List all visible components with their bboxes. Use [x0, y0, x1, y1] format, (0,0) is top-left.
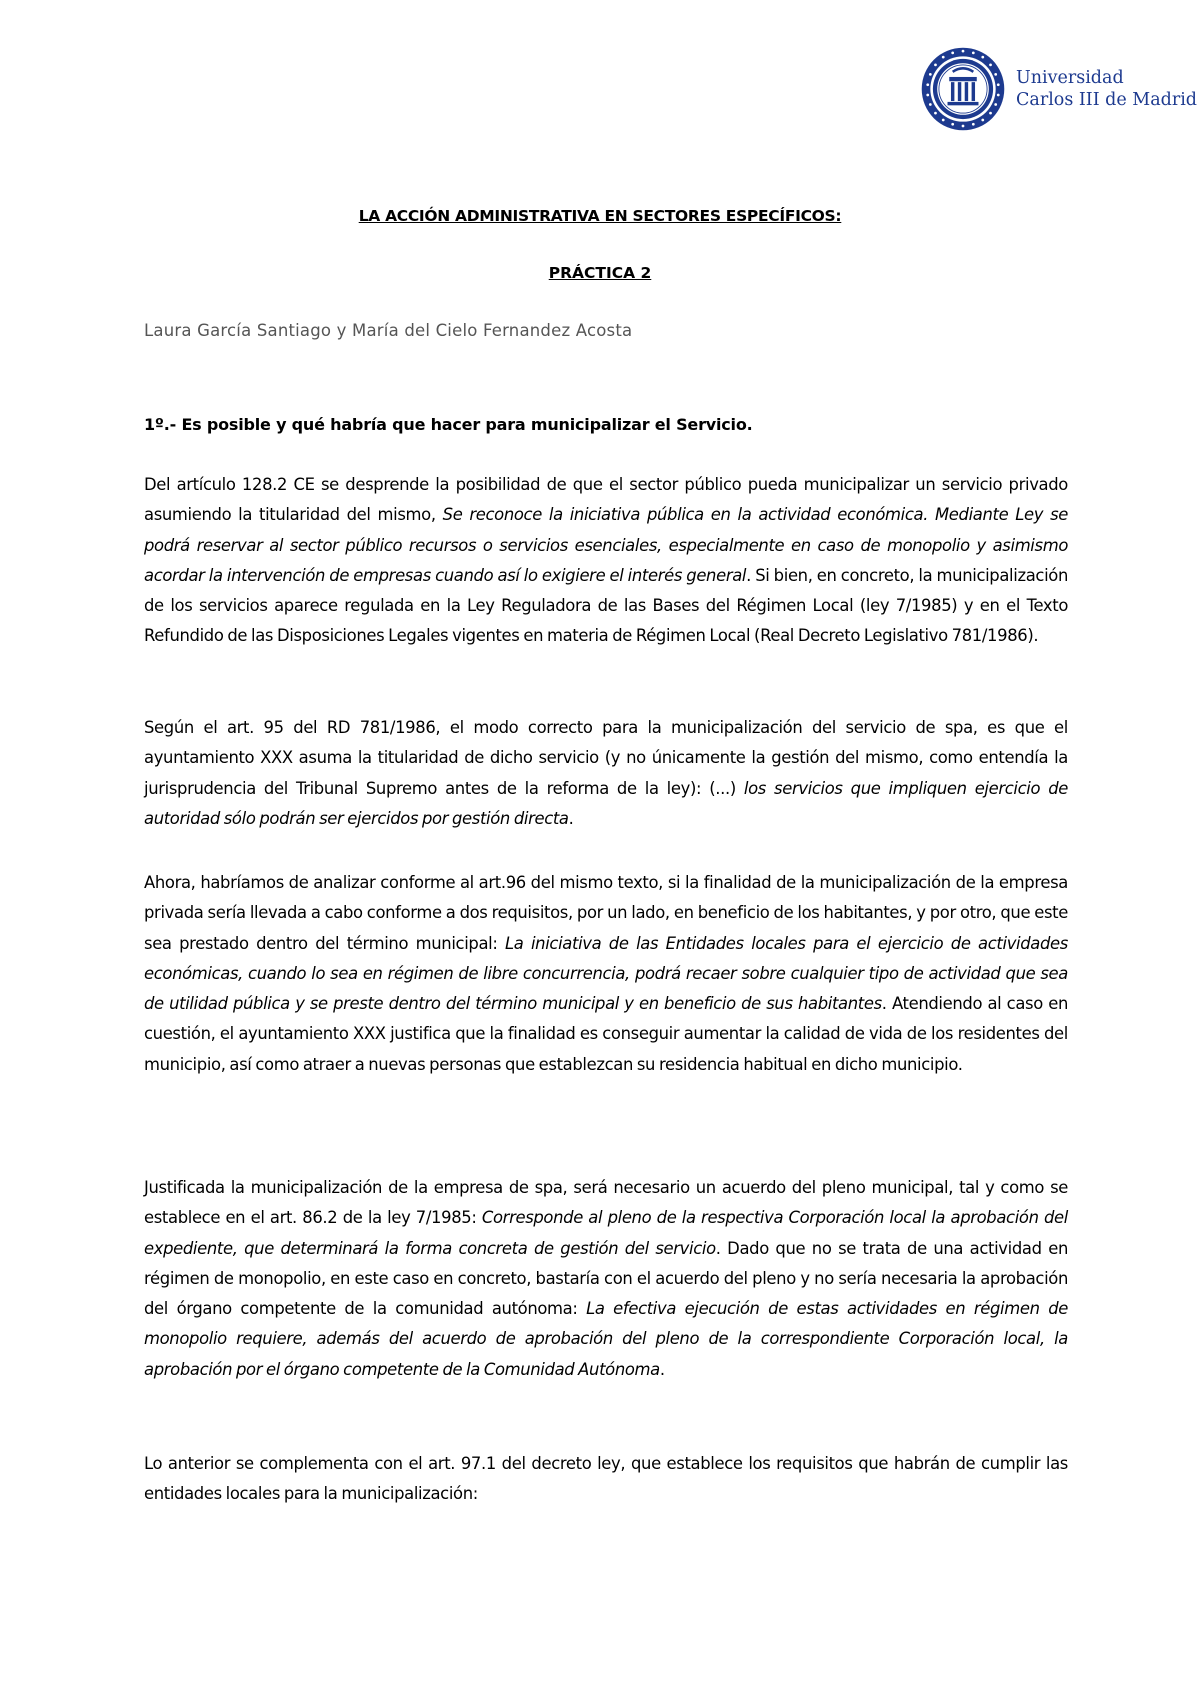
- document-subtitle: PRÁCTICA 2: [548, 264, 652, 282]
- document-authors: Laura García Santiago y María del Cielo Fernandez Acosta: [144, 321, 633, 340]
- paragraph-4-text-end: .: [659, 1359, 665, 1379]
- paragraph-3: [144, 868, 1068, 1080]
- paragraph-1-text-end: . Si bien, en concreto, la municipalización de los servicios aparece regulada en la Ley Reguladora de las Bases del Régimen Local (ley 7/1985) y en el Texto Refundido de las Disposiciones Legales vigentes en materia de Régimen Local (Real Decreto Legislativo 781/1986).: [144, 565, 1068, 646]
- document-title: LA ACCIÓN ADMINISTRATIVA EN SECTORES ESPECÍFICOS:: [358, 207, 842, 225]
- paragraph-2-quote: los servicios que impliquen ejercicio de autoridad sólo podrán ser ejercidos por gestión directa: [144, 778, 1068, 828]
- paragraph-4: [144, 1173, 1068, 1385]
- paragraph-4-quote-2: La efectiva ejecución de estas actividades en régimen de monopolio requiere, además del acuerdo de aprobación del pleno de la correspondiente Corporación local, la aprobación por el órgano competente de la Comunidad Autónoma: [144, 1299, 1068, 1379]
- paragraph-1-text: Del artículo 128.2 CE se desprende la posibilidad de que el sector público pueda municipalizar un servicio privado asumiendo la titularidad del mismo,: [144, 475, 1068, 525]
- university-name: [1016, 67, 1197, 111]
- paragraph-2-text-end: .: [568, 808, 574, 828]
- paragraph-3-text: Ahora, habríamos de analizar conforme al art.96 del mismo texto, si la finalidad de la municipalización de la empresa privada sería llevada a cabo conforme a dos requisitos, por un lado, en beneficio de los habitantes, y por otro, que este sea prestado dentro del término municipal:: [144, 873, 1068, 953]
- paragraph-2: [144, 713, 1068, 834]
- paragraph-5: [144, 1449, 1068, 1510]
- paragraph-3-quote: La iniciativa de las Entidades locales para el ejercicio de actividades económicas, cuando lo sea en régimen de libre concurrencia, podrá recaer sobre cualquier tipo de actividad que sea de utilidad pública y se preste dentro del término municipal y en beneficio de sus habitantes: [144, 933, 1068, 1014]
- paragraph-2-text: Según el art. 95 del RD 781/1986, el modo correcto para la municipalización del servicio de spa, es que el ayuntamiento XXX asuma la titularidad de dicho servicio (y no únicamente la gestión del mismo, como entendía la jurisprudencia del Tribunal Supremo antes de la reforma de la ley): (...): [144, 718, 1068, 798]
- paragraph-3-text-end: . Atendiendo al caso en cuestión, el ayuntamiento XXX justifica que la finalidad es conseguir aumentar la calidad de vida de los residentes del municipio, así como atraer a nuevas personas que establezcan su residencia habitual en dicho municipio.: [144, 994, 1068, 1074]
- paragraph-1-quote: Se reconoce la iniciativa pública en la actividad económica. Mediante Ley se podrá reservar al sector público recursos o servicios esenciales, especialmente en caso de monopolio y asimismo acordar la intervención de empresas cuando así lo exigiere el interés general: [144, 505, 1068, 585]
- paragraph-4-text-mid: . Dado que no se trata de una actividad en régimen de monopolio, en este caso en concreto, bastaría con el acuerdo del pleno y no sería necesaria la aprobación del órgano competente de la comunidad autónoma:: [144, 1238, 1068, 1319]
- paragraph-1: [144, 470, 1068, 652]
- university-name-line1: Universidad: [1016, 68, 1124, 88]
- university-seal-icon: [920, 46, 1006, 132]
- paragraph-4-quote-1: Corresponde al pleno de la respectiva Corporación local la aprobación del expediente, que determinará la forma concreta de gestión del servicio: [144, 1208, 1068, 1258]
- paragraph-5-text: Lo anterior se complementa con el art. 97.1 del decreto ley, que establece los requisitos que habrán de cumplir las entidades locales para la municipalización:: [144, 1454, 1068, 1504]
- question-heading: 1º.- Es posible y qué habría que hacer para municipalizar el Servicio.: [144, 415, 753, 434]
- paragraph-4-text: Justificada la municipalización de la empresa de spa, será necesario un acuerdo del pleno municipal, tal y como se establece en el art. 86.2 de la ley 7/1985:: [144, 1178, 1068, 1228]
- university-name-line2: Carlos III de Madrid: [1016, 90, 1198, 110]
- university-logo: [920, 46, 1197, 132]
